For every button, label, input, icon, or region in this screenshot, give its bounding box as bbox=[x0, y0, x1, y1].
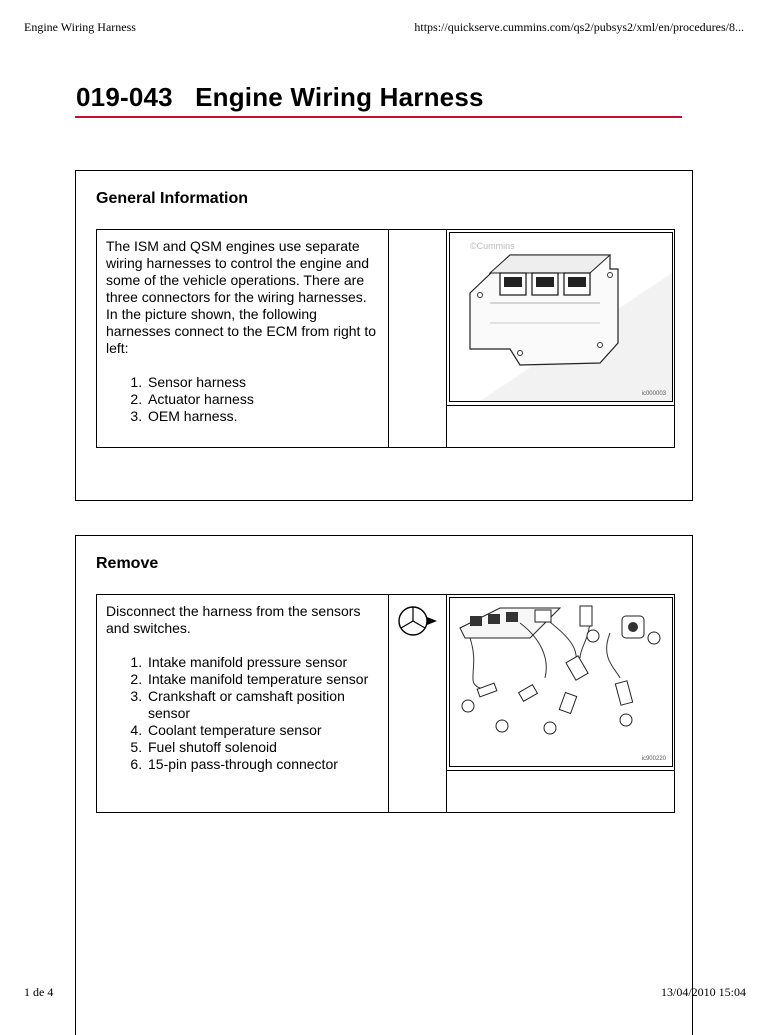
footer-page-number: 1 de 4 bbox=[24, 985, 54, 999]
page-title: 019-043 Engine Wiring Harness bbox=[76, 82, 484, 112]
remove-icon-cell bbox=[389, 595, 447, 812]
remove-paragraph: Disconnect the harness from the sensors and switches. bbox=[106, 603, 361, 636]
image-divider bbox=[447, 770, 675, 771]
list-item: 2. Actuator harness bbox=[146, 391, 379, 408]
list-item: 1. Sensor harness bbox=[146, 374, 379, 391]
remove-section bbox=[75, 535, 693, 1035]
remove-image-cell bbox=[447, 595, 675, 812]
sensor-list bbox=[106, 654, 379, 773]
wrench-symbol-icon bbox=[389, 595, 447, 655]
harness-list bbox=[106, 374, 379, 425]
list-item: 3. Crankshaft or camshaft position sensor bbox=[146, 688, 379, 722]
image-caption: ic900220 bbox=[641, 756, 666, 762]
general-paragraph: The ISM and QSM engines use separate wiring harnesses to control the engine and some of the vehicle operations. There are three connectors for the wiring harnesses. In the picture shown, the following harnesses connect to the ECM from right to left: bbox=[106, 238, 377, 356]
image-caption: ic000003 bbox=[641, 391, 666, 397]
general-information-section bbox=[75, 170, 693, 501]
general-information-table bbox=[96, 229, 675, 448]
remove-text-cell bbox=[97, 595, 389, 812]
remove-heading: Remove bbox=[96, 555, 159, 572]
sensors-image bbox=[449, 597, 673, 767]
general-image-cell bbox=[447, 230, 675, 447]
remove-table bbox=[96, 594, 675, 813]
general-text-cell bbox=[97, 230, 389, 447]
footer-timestamp: 13/04/2010 15:04 bbox=[660, 985, 746, 999]
header-title: Engine Wiring Harness bbox=[24, 20, 136, 34]
ecm-image bbox=[449, 232, 673, 402]
list-item: 5. Fuel shutoff solenoid bbox=[146, 739, 379, 756]
list-item: 2. Intake manifold temperature sensor bbox=[146, 671, 379, 688]
list-item: 1. Intake manifold pressure sensor bbox=[146, 654, 379, 671]
general-information-heading: General Information bbox=[96, 190, 249, 207]
general-icon-cell bbox=[389, 230, 447, 447]
list-item: 3. OEM harness. bbox=[146, 408, 379, 425]
title-rule bbox=[75, 116, 682, 118]
image-divider bbox=[447, 405, 675, 406]
list-item: 4. Coolant temperature sensor bbox=[146, 722, 379, 739]
header-url[interactable]: https://quickserve.cummins.com/qs2/pubsys2/xml/en/procedures/8... bbox=[414, 20, 744, 34]
list-item: 6. 15-pin pass-through connector bbox=[146, 756, 379, 773]
image-watermark: ©Cummins bbox=[470, 241, 515, 251]
